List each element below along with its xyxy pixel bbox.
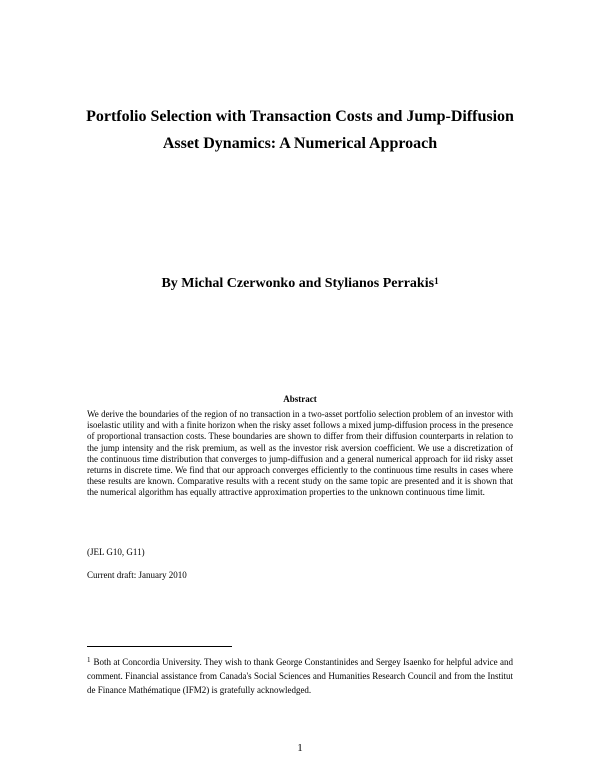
author-byline [60,275,540,293]
footnote-divider [87,646,232,647]
author-names: By Michal Czerwonko and Stylianos Perrakis [161,276,435,291]
footnote-marker: 1 [87,656,91,664]
footnote-text: Both at Concordia University. They wish to thank George Constantinides and Sergey Isaenko for helpful advice and comment. Financial assistance from Canada's Social Sciences and Humanities Research Council and from the Institut de Finance Mathématique (IFM2) is gratefully acknowledged. [87,657,513,695]
abstract-heading: Abstract [283,394,317,404]
abstract-body: We derive the boundaries of the region of no transaction in a two-asset portfolio selection problem of an investor with isoelastic utility and with a finite horizon when the risky asset follows a mixed jump-diffusion process in the presence of proportional transaction costs. These boundaries are shown to differ from their diffusion counterparts in relation to the jump intensity and the risk premium, as well as the investor risk aversion coefficient. We use a discretization of the continuous time distribution that converges to jump-diffusion and a general numerical approach for iid risky asset returns in discrete time. We find that our approach converges efficiently to the continuous time results in cases where these results are known. Comparative results with a recent study on the same topic are presented and it is shown that the numerical algorithm has equally attractive approximation properties to the unknown continuous time limit. [87,409,513,498]
paper-title-line-2: Asset Dynamics: A Numerical Approach [162,135,438,152]
page-number: 1 [297,742,303,754]
paper-title-line-1: Portfolio Selection with Transaction Costs and Jump-Diffusion [86,108,514,125]
current-draft-date: Current draft: January 2010 [87,570,187,580]
jel-codes: (JEL G10, G11) [87,547,145,557]
footnote [87,655,513,697]
author-footnote-marker: 1 [434,276,439,286]
